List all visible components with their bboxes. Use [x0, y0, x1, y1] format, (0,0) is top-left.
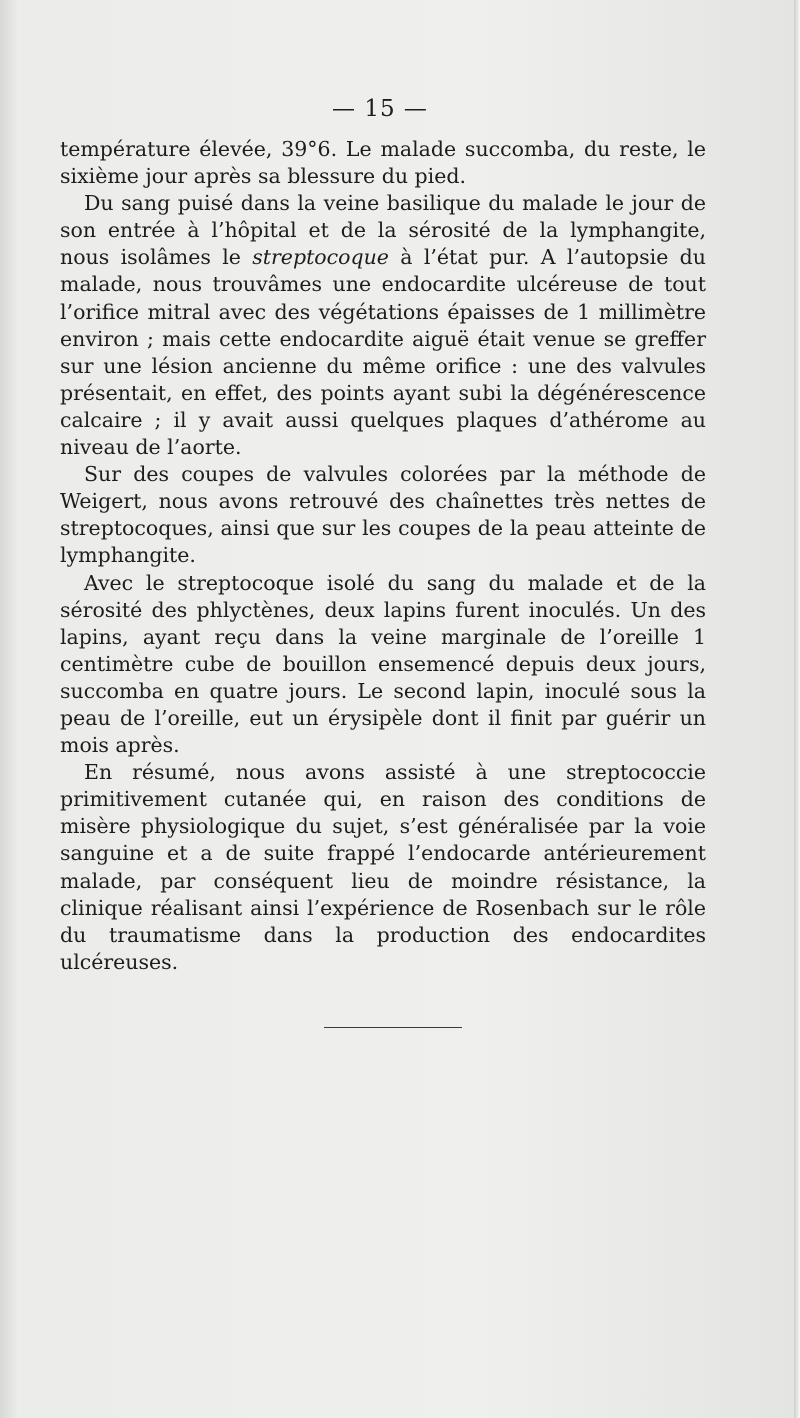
paragraph-2-italic: streptocoque: [252, 245, 389, 270]
end-rule: [324, 1027, 462, 1028]
paragraph-3-text: Sur des coupes de valvules colorées par la méthode de Weigert, nous avons retrouvé des chaînettes très nettes de streptocoques, ainsi que sur les coupes de la peau atteinte de lymphangite.: [60, 462, 706, 568]
paragraph-3: [60, 461, 706, 569]
paragraph-4-text: Avec le streptocoque isolé du sang du malade et de la sérosité des phlyctènes, deux lapins furent inoculés. Un des lapins, ayant reçu dans la veine marginale de l’oreille 1 centimètre cube de bouillon ensemencé depuis deux jours, succomba en quatre jours. Le second lapin, inoculé sous la peau de l’oreille, eut un érysipèle dont il finit par guérir un mois après.: [60, 570, 706, 758]
paragraph-4: [60, 570, 706, 760]
body-text: [60, 136, 706, 976]
paragraph-5: [60, 759, 706, 976]
paragraph-1-text: température élevée, 39°6. Le malade succomba, du reste, le sixième jour après sa blessure du pied.: [60, 137, 706, 189]
page-edge: [794, 0, 800, 1418]
paragraph-2: [60, 190, 706, 461]
paragraph-1: [60, 136, 706, 190]
paragraph-2-text-b: à l’état pur. A l’autopsie du malade, nous trouvâmes une endocardite ulcéreuse de tout l’orifice mitral avec des végétations épaisses de 1 millimètre environ ; mais cette endocardite aiguë était venue se greffer sur une lésion ancienne du même orifice : une des valvules présentait, en effet, des points ayant subi la dégénérescence calcaire ; il y avait aussi quelques plaques d’athérome au niveau de l’aorte.: [60, 245, 706, 460]
paragraph-2-text-a: Du sang puisé dans la veine basilique du malade le jour de son entrée à l’hôpital et de la sérosité de la lymphangite, nous isolâmes le: [60, 191, 706, 270]
page-number: — 15 —: [332, 96, 428, 122]
paragraph-5-text: En résumé, nous avons assisté à une streptococcie primitivement cutanée qui, en raison des conditions de misère physiologique du sujet, s’est généralisée par la voie sanguine et a de suite frappé l’endocarde antérieurement malade, par conséquent lieu de moindre résistance, la clinique réalisant ainsi l’expérience de Rosenbach sur le rôle du traumatisme dans la production des endocardites ulcéreuses.: [60, 760, 706, 974]
